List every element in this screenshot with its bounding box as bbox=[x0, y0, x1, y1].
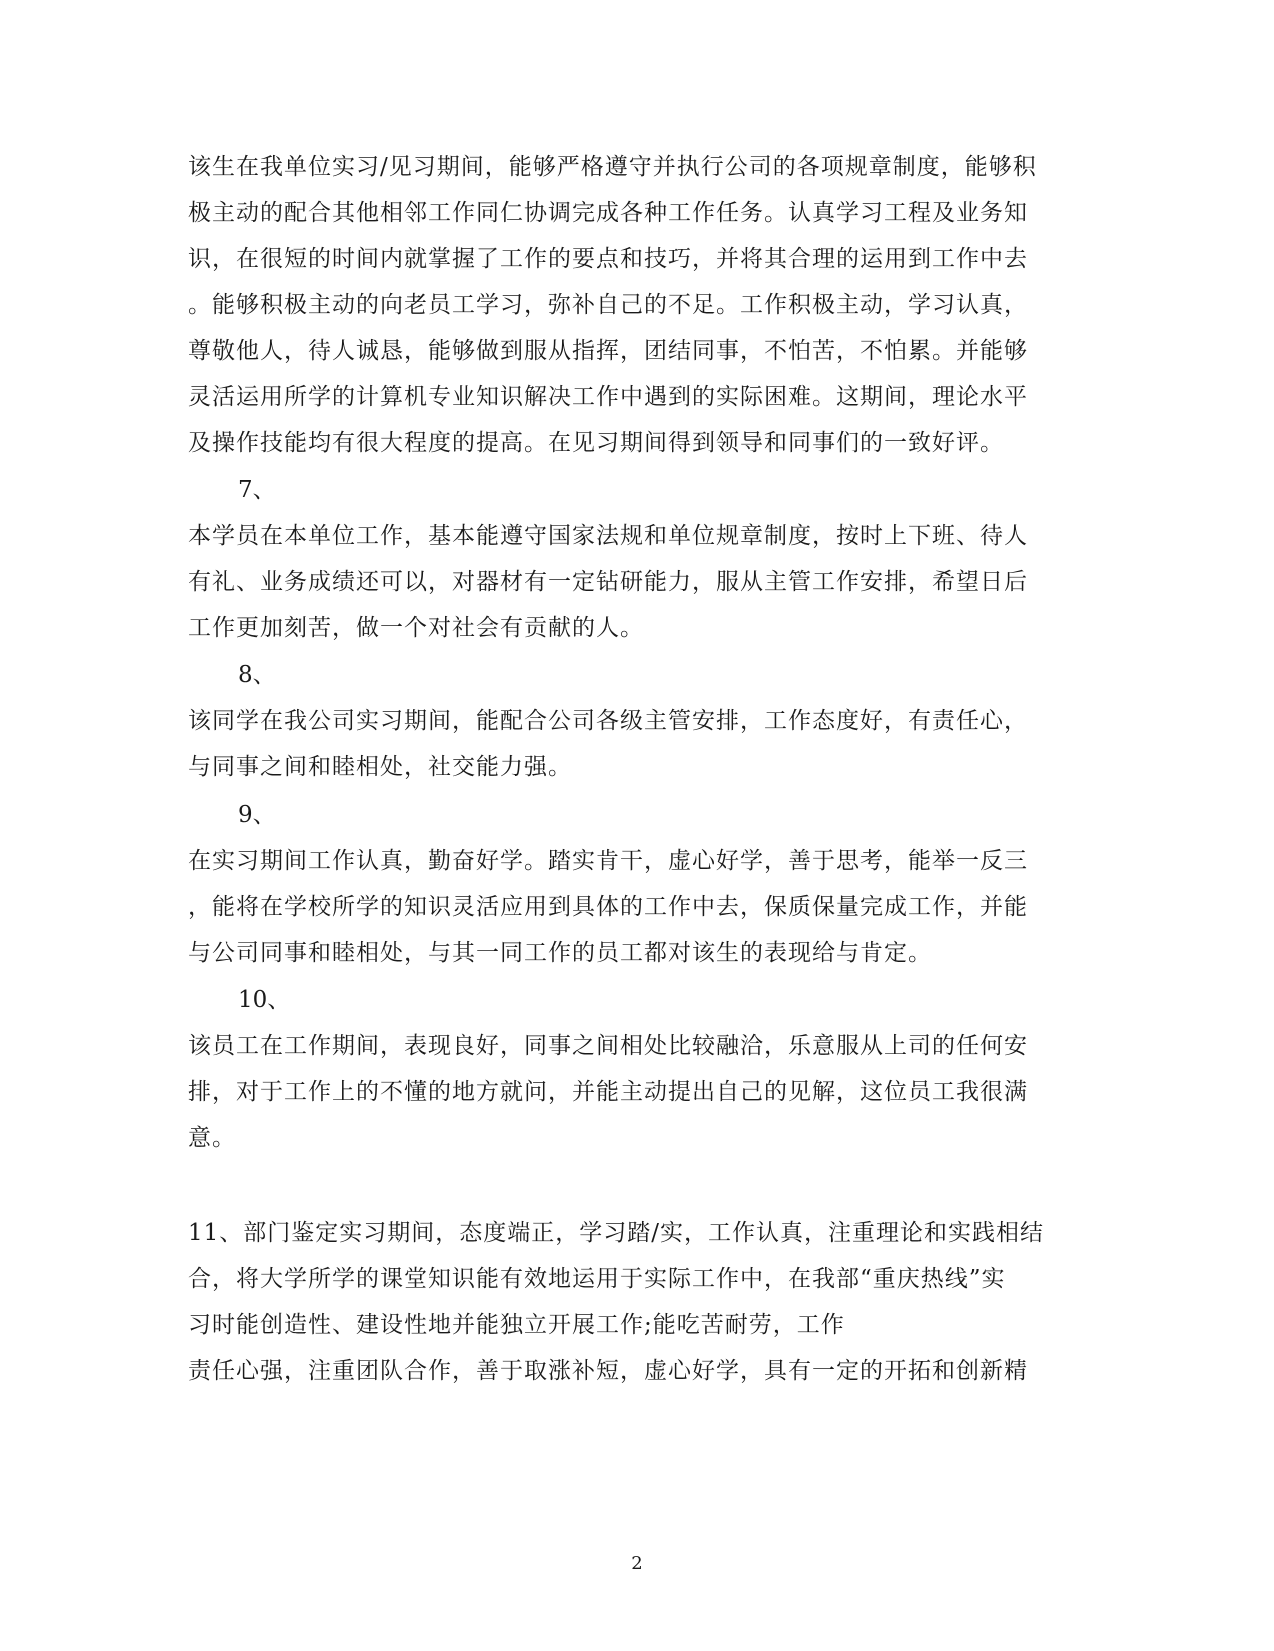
paragraph-line: 极主动的配合其他相邻工作同仁协调完成各种工作任务。认真学习工程及业务知 bbox=[188, 200, 1028, 226]
paragraph-line: 该生在我单位实习/见习期间，能够严格遵守并执行公司的各项规章制度，能够积 bbox=[188, 154, 1037, 180]
paragraph-line: 排，对于工作上的不懂的地方就问，并能主动提出自己的见解，这位员工我很满 bbox=[188, 1079, 1028, 1105]
paragraph-line: 意。 bbox=[188, 1125, 236, 1151]
paragraph-line: 。能够积极主动的向老员工学习，弥补自己的不足。工作积极主动，学习认真， bbox=[188, 292, 1028, 318]
paragraph-line: 与同事之间和睦相处，社交能力强。 bbox=[188, 754, 572, 780]
paragraph-line: 本学员在本单位工作，基本能遵守国家法规和单位规章制度，按时上下班、待人 bbox=[188, 523, 1028, 549]
paragraph-line: 识，在很短的时间内就掌握了工作的要点和技巧，并将其合理的运用到工作中去 bbox=[188, 246, 1028, 272]
paragraph-line: 灵活运用所学的计算机专业知识解决工作中遇到的实际困难。这期间，理论水平 bbox=[188, 384, 1028, 410]
paragraph-line: 11、部门鉴定实习期间，态度端正，学习踏/实，工作认真，注重理论和实践相结 bbox=[188, 1220, 1045, 1246]
item-number: 8、 bbox=[238, 662, 276, 688]
item-number: 7、 bbox=[238, 477, 276, 503]
paragraph-line: 该员工在工作期间，表现良好，同事之间相处比较融洽，乐意服从上司的任何安 bbox=[188, 1033, 1028, 1059]
paragraph-line: 在实习期间工作认真，勤奋好学。踏实肯干，虚心好学，善于思考，能举一反三 bbox=[188, 848, 1028, 874]
paragraph-line: ，能将在学校所学的知识灵活应用到具体的工作中去，保质保量完成工作，并能 bbox=[188, 894, 1028, 920]
paragraph-line: 及操作技能均有很大程度的提高。在见习期间得到领导和同事们的一致好评。 bbox=[188, 430, 1004, 456]
page-number: 2 bbox=[631, 1553, 643, 1574]
paragraph-line: 与公司同事和睦相处，与其一同工作的员工都对该生的表现给与肯定。 bbox=[188, 940, 932, 966]
paragraph-line: 责任心强，注重团队合作，善于取涨补短，虚心好学，具有一定的开拓和创新精 bbox=[188, 1358, 1028, 1384]
paragraph-line: 工作更加刻苦，做一个对社会有贡献的人。 bbox=[188, 615, 644, 641]
item-number: 10、 bbox=[238, 987, 291, 1013]
item-number: 9、 bbox=[238, 802, 276, 828]
paragraph-line: 合，将大学所学的课堂知识能有效地运用于实际工作中，在我部“重庆热线”实 bbox=[188, 1266, 1006, 1292]
paragraph-line: 该同学在我公司实习期间，能配合公司各级主管安排，工作态度好，有责任心， bbox=[188, 708, 1028, 734]
paragraph-line: 习时能创造性、建设性地并能独立开展工作;能吃苦耐劳，工作 bbox=[188, 1312, 845, 1338]
paragraph-line: 有礼、业务成绩还可以，对器材有一定钻研能力，服从主管工作安排，希望日后 bbox=[188, 569, 1028, 595]
paragraph-line: 尊敬他人，待人诚恳，能够做到服从指挥，团结同事，不怕苦，不怕累。并能够 bbox=[188, 338, 1028, 364]
